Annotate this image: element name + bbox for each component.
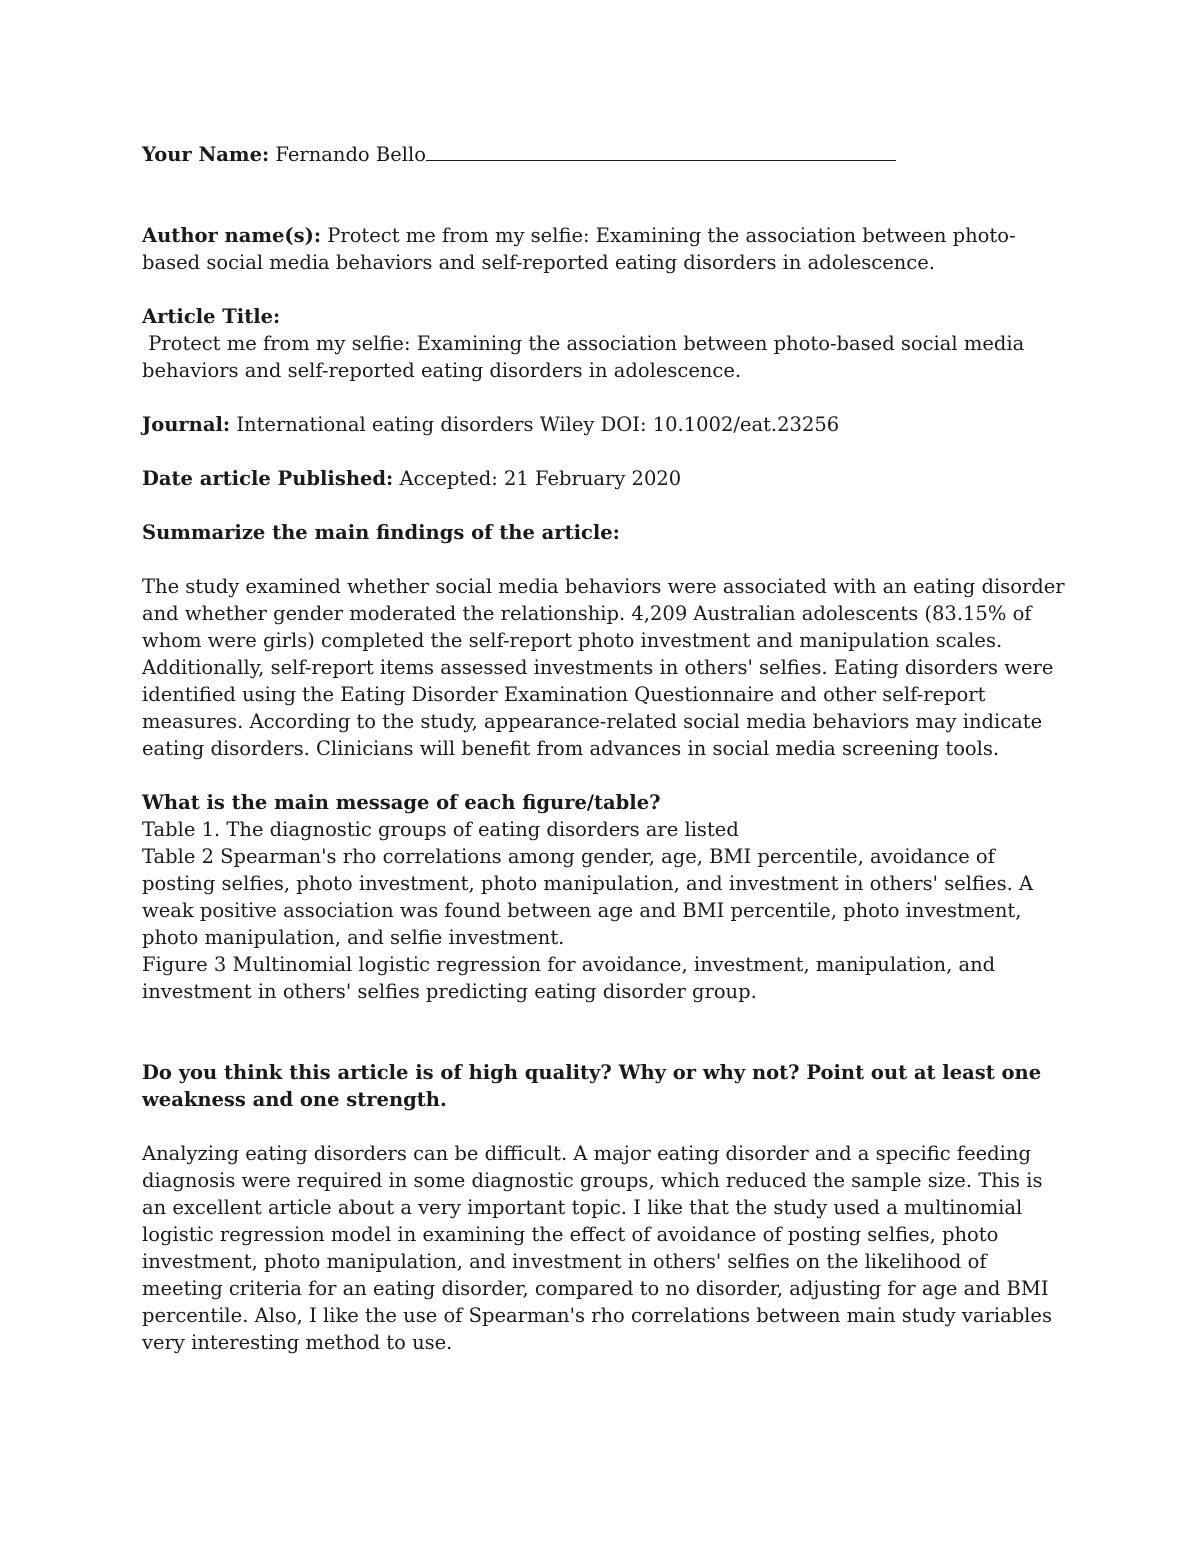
summary-heading: Summarize the main findings of the article: [142,521,620,544]
name-underline [426,140,896,161]
quality-text: Analyzing eating disorders can be difficult. A major eating disorder and a specific feeding diagnosis were required in some diagnostic groups, which reduced the sample size. This is an excellent article about a very important topic. I like that the study used a multinomial logistic regression model in examining the effect of avoidance of posting selfies, photo investment, photo manipulation, and investment in others' selfies on the likelihood of meeting criteria for an eating disorder, compared to no disorder, adjusting for age and BMI percentile. Also, I like the use of Spearman's rho correlations between main study variables very interesting method to use. [142,1142,1052,1354]
figures-heading: What is the main message of each figure/table? [142,791,661,814]
authors-row [142,222,1072,276]
quality-heading: Do you think this article is of high quality? Why or why not? Point out at least one weakness and one strength. [142,1061,1042,1111]
date-value: Accepted: 21 February 2020 [399,467,682,490]
journal-value: International eating disorders Wiley DOI: 10.1002/eat.23256 [236,413,840,436]
figure-item: Table 1. The diagnostic groups of eating disorders are listed [142,818,739,841]
title-row [142,303,1072,384]
date-row [142,465,1072,492]
title-value: Protect me from my selfie: Examining the association between photo-based social media behaviors and self-reported eating disorders in adolescence. [142,332,1031,382]
figure-item: Figure 3 Multinomial logistic regression for avoidance, investment, manipulation, and investment in others' selfies predicting eating disorder group. [142,953,996,1003]
document-page [142,140,1072,1356]
journal-label: Journal: [142,413,231,436]
authors-label: Author name(s): [142,224,322,247]
name-row [142,140,1072,168]
date-label: Date article Published: [142,467,394,490]
authors-value: Protect me from my selfie: Examining the association between photo-based social media behaviors and self-reported eating disorders in adolescence. [142,224,1016,274]
summary-text: The study examined whether social media behaviors were associated with an eating disorder and whether gender moderated the relationship. 4,209 Australian adolescents (83.15% of whom were girls) completed the self-report photo investment and manipulation scales. Additionally, self-report items assessed investments in others' selfies. Eating disorders were identified using the Eating Disorder Examination Questionnaire and other self-report measures. According to the study, appearance-related social media behaviors may indicate eating disorders. Clinicians will benefit from advances in social media screening tools. [142,575,1065,760]
journal-row [142,411,1072,438]
title-label: Article Title: [142,305,281,328]
figure-item: Table 2 Spearman's rho correlations among gender, age, BMI percentile, avoidance of posting selfies, photo investment, photo manipulation, and investment in others' selfies. A weak positive association was found between age and BMI percentile, photo investment, photo manipulation, and selfie investment. [142,845,1034,949]
name-value: Fernando Bello [275,143,426,166]
name-label: Your Name: [142,143,270,166]
